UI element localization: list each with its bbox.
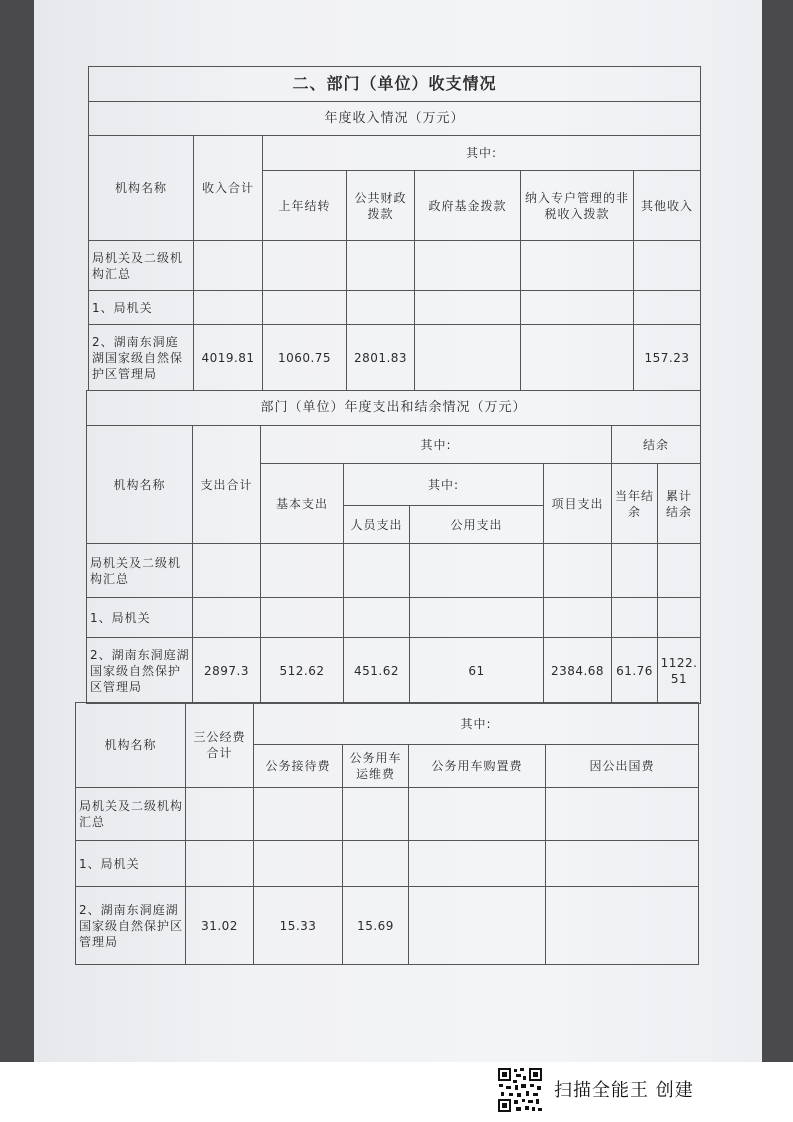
- cell: 61: [410, 638, 544, 704]
- expense-col-of-which: 其中:: [261, 426, 612, 464]
- three-public-table: [75, 702, 699, 965]
- expense-col-basic: 基本支出: [261, 464, 344, 544]
- cell: [343, 841, 409, 887]
- cell: 157.23: [634, 325, 701, 391]
- cell: [634, 241, 701, 291]
- cell: [409, 841, 546, 887]
- income-col-header: 上年结转: [263, 171, 347, 241]
- cell: 15.33: [254, 887, 343, 965]
- cell: [409, 887, 546, 965]
- cell: [415, 325, 521, 391]
- cell: [254, 841, 343, 887]
- cell: [544, 598, 612, 638]
- cell: [186, 788, 254, 841]
- cell: [410, 544, 544, 598]
- cell: [546, 841, 699, 887]
- income-col-header: 纳入专户管理的非税收入拨款: [521, 171, 634, 241]
- expense-col-cum-balance: 累计结余: [658, 464, 701, 544]
- cell: [347, 241, 415, 291]
- cell: 15.69: [343, 887, 409, 965]
- cell: [415, 241, 521, 291]
- cell: [344, 544, 410, 598]
- cell: [415, 291, 521, 325]
- table-row: [87, 544, 701, 598]
- expense-table: [86, 390, 701, 704]
- income-col-of-which: 其中:: [263, 136, 701, 171]
- cell: [521, 325, 634, 391]
- three-public-col-total: 三公经费合计: [186, 703, 254, 788]
- table-row: [89, 291, 701, 325]
- three-public-col-name: 机构名称: [76, 703, 186, 788]
- cell: 2384.68: [544, 638, 612, 704]
- row-name: 2、湖南东洞庭湖国家级自然保护区管理局: [87, 638, 193, 704]
- expense-col-project: 项目支出: [544, 464, 612, 544]
- three-public-col-header: 公务用车购置费: [409, 745, 546, 788]
- expense-col-year-balance: 当年结余: [612, 464, 658, 544]
- cell: [521, 291, 634, 325]
- page-title: 二、部门（单位）收支情况: [89, 67, 701, 102]
- cell: 512.62: [261, 638, 344, 704]
- cell: [544, 544, 612, 598]
- cell: 1060.75: [263, 325, 347, 391]
- row-name: 1、局机关: [87, 598, 193, 638]
- qr-code-icon: [496, 1066, 544, 1114]
- income-col-header: 公共财政拨款: [347, 171, 415, 241]
- income-table: [88, 66, 701, 391]
- cell: [347, 291, 415, 325]
- three-public-col-header: 因公出国费: [546, 745, 699, 788]
- scanner-brand-text: 扫描全能王 创建: [554, 1080, 694, 1101]
- row-name: 局机关及二级机构汇总: [89, 241, 194, 291]
- table-row: [87, 598, 701, 638]
- table-row: [76, 841, 699, 887]
- row-name: 1、局机关: [76, 841, 186, 887]
- cell: [612, 598, 658, 638]
- expense-col-name: 机构名称: [87, 426, 193, 544]
- expense-col-total: 支出合计: [193, 426, 261, 544]
- cell: [263, 241, 347, 291]
- cell: [344, 598, 410, 638]
- expense-heading: 部门（单位）年度支出和结余情况（万元）: [87, 391, 701, 426]
- cell: [410, 598, 544, 638]
- cell: 4019.81: [194, 325, 263, 391]
- income-col-header: 政府基金拨款: [415, 171, 521, 241]
- cell: [263, 291, 347, 325]
- cell: [409, 788, 546, 841]
- cell: [658, 544, 701, 598]
- income-heading: 年度收入情况（万元）: [89, 102, 701, 136]
- cell: [261, 544, 344, 598]
- cell: [521, 241, 634, 291]
- cell: [546, 788, 699, 841]
- cell: [186, 841, 254, 887]
- cell: [612, 544, 658, 598]
- cell: [658, 598, 701, 638]
- table-row: [87, 638, 701, 704]
- row-name: 2、湖南东洞庭湖国家级自然保护区管理局: [89, 325, 194, 391]
- cell: 61.76: [612, 638, 658, 704]
- cell: [254, 788, 343, 841]
- expense-col-personnel: 人员支出: [344, 506, 410, 544]
- income-col-header: 其他收入: [634, 171, 701, 241]
- row-name: 1、局机关: [89, 291, 194, 325]
- cell: 451.62: [344, 638, 410, 704]
- row-name: 2、湖南东洞庭湖国家级自然保护区管理局: [76, 887, 186, 965]
- three-public-col-of-which: 其中:: [254, 703, 699, 745]
- cell: [193, 544, 261, 598]
- cell: [546, 887, 699, 965]
- cell: 2801.83: [347, 325, 415, 391]
- income-col-name: 机构名称: [89, 136, 194, 241]
- cell: 2897.3: [193, 638, 261, 704]
- row-name: 局机关及二级机构汇总: [87, 544, 193, 598]
- cell: [193, 598, 261, 638]
- cell: [194, 241, 263, 291]
- cell: [343, 788, 409, 841]
- cell: 1122.51: [658, 638, 701, 704]
- cell: [194, 291, 263, 325]
- expense-col-public: 公用支出: [410, 506, 544, 544]
- cell: 31.02: [186, 887, 254, 965]
- income-col-total: 收入合计: [194, 136, 263, 241]
- expense-col-balance: 结余: [612, 426, 701, 464]
- row-name: 局机关及二级机构汇总: [76, 788, 186, 841]
- three-public-col-header: 公务用车运维费: [343, 745, 409, 788]
- cell: [261, 598, 344, 638]
- table-row: [89, 325, 701, 391]
- table-row: [89, 241, 701, 291]
- three-public-col-header: 公务接待费: [254, 745, 343, 788]
- table-row: [76, 788, 699, 841]
- table-row: [76, 887, 699, 965]
- expense-col-of-which2: 其中:: [344, 464, 544, 506]
- cell: [634, 291, 701, 325]
